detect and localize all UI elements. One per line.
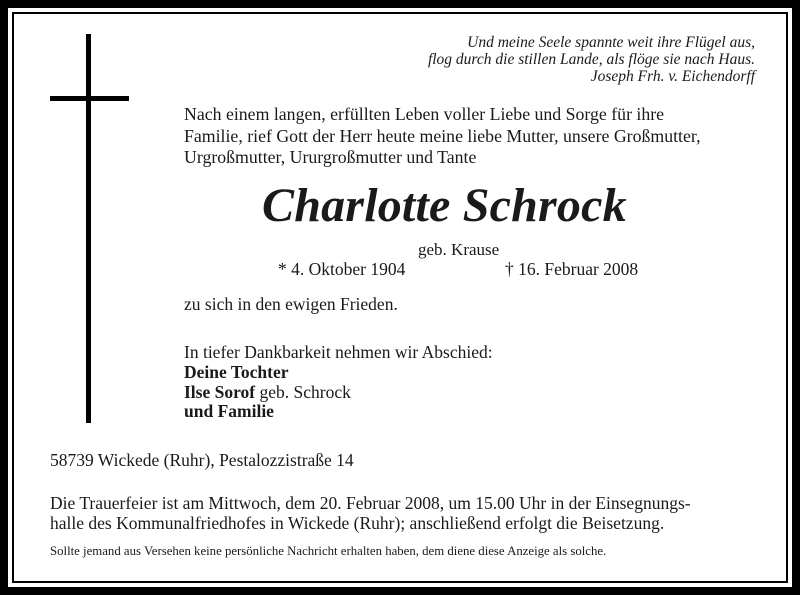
maiden-name: geb. Krause [418,240,500,259]
motto-quote [428,34,755,85]
signer-line: und Familie [184,401,274,421]
signer-line: Deine Tochter [184,362,289,382]
peace-text: zu sich in den ewigen Frieden. [184,294,398,314]
intro-text [184,104,778,169]
death-date: † 16. Februar 2008 [505,259,639,279]
ceremony-line: Die Trauerfeier ist am Mittwoch, dem 20. Februar 2008, um 15.00 Uhr in der Einsegnungs- [50,493,691,513]
farewell-intro: In tiefer Dankbarkeit nehmen wir Abschied: [184,342,493,362]
motto-author: Joseph Frh. v. Eichendorff [590,68,755,85]
deceased-name: Charlotte Schrock [262,179,627,232]
cross-icon-horizontal [50,96,129,101]
intro-line: Nach einem langen, erfüllten Leben voller Liebe und Sorge für ihre [184,104,665,124]
ceremony-line: halle des Kommunalfriedhofes in Wickede (Ruhr); anschließend erfolgt die Beisetzung. [50,513,665,533]
notice-text: Sollte jemand aus Versehen keine persönliche Nachricht erhalten haben, dem diene diese Anzeige als solche. [50,544,607,558]
address: 58739 Wickede (Ruhr), Pestalozzistraße 14 [50,450,354,470]
signer-name: Ilse Sorof [184,381,256,402]
motto-line: flog durch die stillen Lande, als flöge sie nach Haus. [427,51,755,68]
ceremony-info [50,493,691,533]
birth-date: * 4. Oktober 1904 [278,259,406,279]
motto-line: Und meine Seele spannte weit ihre Flügel aus, [467,34,755,51]
signers [184,363,351,422]
signer-maiden: geb. Schrock [255,381,351,402]
intro-line: Familie, rief Gott der Herr heute meine liebe Mutter, unsere Großmutter, [184,125,701,146]
intro-line: Urgroßmutter, Ururgroßmutter und Tante [184,147,477,167]
cross-icon-vertical [86,34,91,423]
